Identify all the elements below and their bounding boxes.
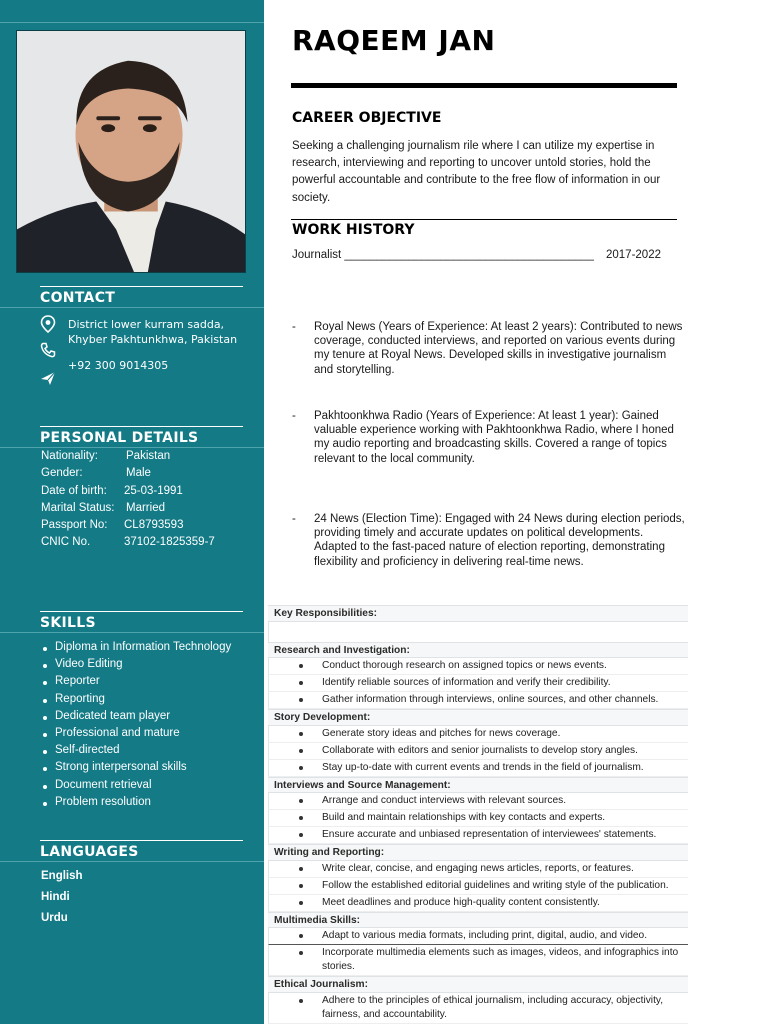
list-item: Arrange and conduct interviews with relevant sources.	[268, 793, 688, 810]
address-line-2: Khyber Pakhtunkhwa, Pakistan	[68, 333, 238, 346]
list-item: Adhere to the principles of ethical journalism, including accuracy, objectivity, fairness, and accountability.	[268, 993, 688, 1024]
list-item: Gather information through interviews, online sources, and other channels.	[268, 692, 688, 709]
experience-dash: -	[292, 321, 296, 333]
list-item: Identify reliable sources of information and verify their credibility.	[268, 675, 688, 692]
personal-value: Married	[126, 502, 165, 514]
group-title: Ethical Journalism:	[268, 976, 688, 993]
list-item: Incorporate multimedia elements such as images, videos, and infographics into stories.	[268, 945, 688, 976]
name-underline	[291, 83, 677, 88]
experience-text: 24 News (Election Time): Engaged with 24 News during election periods, providing timely and accurate updates on political developments. Adapted to the fast-paced nature of election reporting, demonstrating flexibility and proficiency in delivering real-time news.	[314, 513, 685, 568]
job-title-line: Journalist _______________________________________	[292, 249, 594, 261]
experience-text: Royal News (Years of Experience: At least 2 years): Contributed to news coverage, conducted interviews, and reported on various events during my tenure at Royal News. Developed skills in investigative journalism and storytelling.	[314, 321, 683, 376]
skill-item: Problem resolution	[41, 796, 231, 813]
personal-value: 37102-1825359-7	[124, 536, 215, 548]
responsibilities-table	[268, 605, 688, 1024]
list-item: Stay up-to-date with current events and trends in the field of journalism.	[268, 760, 688, 777]
candidate-name: RAQEEM JAN	[292, 24, 496, 57]
skill-item: Diploma in Information Technology	[41, 641, 231, 658]
personal-value: Male	[126, 467, 151, 479]
list-item: Build and maintain relationships with key contacts and experts.	[268, 810, 688, 827]
skill-item: Document retrieval	[41, 779, 231, 796]
group-title: Multimedia Skills:	[268, 912, 688, 929]
experience-text: Pakhtoonkhwa Radio (Years of Experience: At least 1 year): Gained valuable experience working with Pakhtoonkhwa Radio, where I honed my audio reporting and broadcasting skills. Covered a range of topics relevant to the local community.	[314, 410, 674, 465]
personal-value: CL8793593	[124, 519, 184, 531]
list-item: Generate story ideas and pitches for news coverage.	[268, 726, 688, 743]
personal-label: Date of birth:	[41, 485, 107, 497]
personal-label: Passport No:	[41, 519, 108, 531]
group-title: Writing and Reporting:	[268, 844, 688, 861]
objective-text: Seeking a challenging journalism rile where I can utilize my expertise in research, interviewing and reporting to uncover untold stories, hold the powerful accountable and contribute to the free flow of information in our society.	[292, 140, 661, 204]
personal-label: CNIC No.	[41, 536, 91, 548]
personal-heading: PERSONAL DETAILS	[40, 426, 243, 446]
personal-label: Gender:	[41, 467, 83, 479]
list-item: Ensure accurate and unbiased representation of interviewees' statements.	[268, 827, 688, 844]
languages-heading: LANGUAGES	[40, 840, 243, 860]
list-item: Write clear, concise, and engaging news articles, reports, or features.	[268, 861, 688, 878]
skill-item: Reporter	[41, 675, 231, 692]
phone-icon	[40, 342, 56, 358]
list-item: Meet deadlines and produce high-quality content consistently.	[268, 895, 688, 912]
list-item: Collaborate with editors and senior journalists to develop story angles.	[268, 743, 688, 760]
group-title: Research and Investigation:	[268, 642, 688, 659]
list-item: Conduct thorough research on assigned topics or news events.	[268, 658, 688, 675]
experience-dash: -	[292, 410, 296, 422]
contact-heading: CONTACT	[40, 286, 243, 306]
sidebar-top-line	[0, 22, 264, 23]
address-line-1: District lower kurram sadda,	[68, 318, 225, 331]
responsibilities-heading: Key Responsibilities:	[268, 605, 688, 622]
language-item: Urdu	[41, 912, 68, 924]
phone-number: +92 300 9014305	[68, 359, 169, 372]
work-history-rule	[291, 219, 677, 220]
list-item: Follow the established editorial guidelines and writing style of the publication.	[268, 878, 688, 895]
table-spacer	[268, 622, 688, 642]
personal-value: 25-03-1991	[124, 485, 183, 497]
personal-rule	[0, 447, 264, 448]
personal-value: Pakistan	[126, 450, 171, 462]
work-history-heading: WORK HISTORY	[292, 222, 415, 238]
languages-list	[41, 870, 83, 933]
skills-rule	[0, 632, 264, 633]
sidebar	[0, 0, 264, 1024]
skill-item: Strong interpersonal skills	[41, 761, 231, 778]
skill-item: Self-directed	[41, 744, 231, 761]
experience-item	[292, 320, 687, 377]
personal-label: Nationality:	[41, 450, 98, 462]
skill-item: Video Editing	[41, 658, 231, 675]
job-years: 2017-2022	[606, 249, 661, 261]
skills-list	[41, 641, 231, 813]
send-icon	[40, 370, 56, 386]
skills-heading: SKILLS	[40, 611, 243, 631]
location-pin-icon	[40, 315, 56, 331]
experience-item	[292, 512, 687, 569]
contact-rule	[0, 307, 264, 308]
personal-label: Marital Status:	[41, 502, 115, 514]
skill-item: Professional and mature	[41, 727, 231, 744]
profile-photo	[16, 30, 246, 273]
language-item: Hindi	[41, 891, 70, 903]
skill-item: Dedicated team player	[41, 710, 231, 727]
languages-rule	[0, 861, 264, 862]
experience-dash: -	[292, 513, 296, 525]
objective-heading: CAREER OBJECTIVE	[292, 110, 442, 126]
group-title: Story Development:	[268, 709, 688, 726]
language-item: English	[41, 870, 83, 882]
skill-item: Reporting	[41, 693, 231, 710]
group-title: Interviews and Source Management:	[268, 777, 688, 794]
list-item: Adapt to various media formats, including print, digital, audio, and video.	[268, 928, 688, 945]
experience-item	[292, 409, 687, 466]
